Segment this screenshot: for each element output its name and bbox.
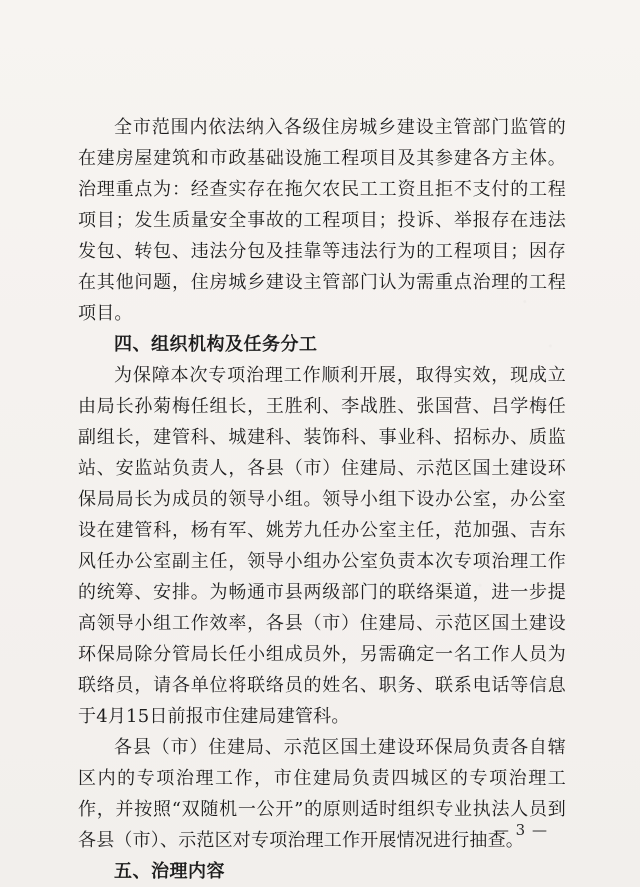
section-heading-content: 五、治理内容 <box>114 861 225 882</box>
document-body <box>78 112 566 887</box>
organization-paragraph: 为保障本次专项治理工作顺利开展，取得实效，现成立由局长孙菊梅任组长，王胜利、李战胜、张国营、吕学梅任副组长，建管科、城建科、装饰科、事业科、招标办、质监站、安监站负责人，各县（市）住建局、示范区国土建设环保局局长为成员的领导小组。领导小组下设办公室，办公室设在建管科，杨有军、姚芳九任办公室主任，范加强、吉东风任办公室副主任，领导小组办公室负责本次专项治理工作的统筹、安排。为畅通市县两级部门的联络渠道，进一步提高领导小组工作效率，各县（市）住建局、示范区国土建设环保局除分管局长任小组成员外，另需确定一名工作人员为联络员，请各单位将联络员的姓名、职务、联系电话等信息于4月15日前报市住建局建管科。 <box>78 365 566 727</box>
scope-paragraph: 全市范围内依法纳入各级住房城乡建设主管部门监管的在建房屋建筑和市政基础设施工程项目及其参建各方主体。治理重点为：经查实存在拖欠农民工工资且拒不支付的工程项目；发生质量安全事故的工程项目；投诉、举报存在违法发包、转包、违法分包及挂靠等违法行为的工程项目；因存在其他问题，住房城乡建设主管部门认为需重点治理的工程项目。 <box>78 117 566 324</box>
section-heading-organization: 四、组织机构及任务分工 <box>114 334 318 355</box>
responsibility-paragraph: 各县（市）住建局、示范区国土建设环保局负责各自辖区内的专项治理工作，市住建局负责四城区的专项治理工作，并按照“双随机一公开”的原则适时组织专业执法人员到各县（市）、示范区对专项治理工作开展情况进行抽查。 <box>78 737 566 851</box>
page-number: — 3 — <box>493 821 548 839</box>
